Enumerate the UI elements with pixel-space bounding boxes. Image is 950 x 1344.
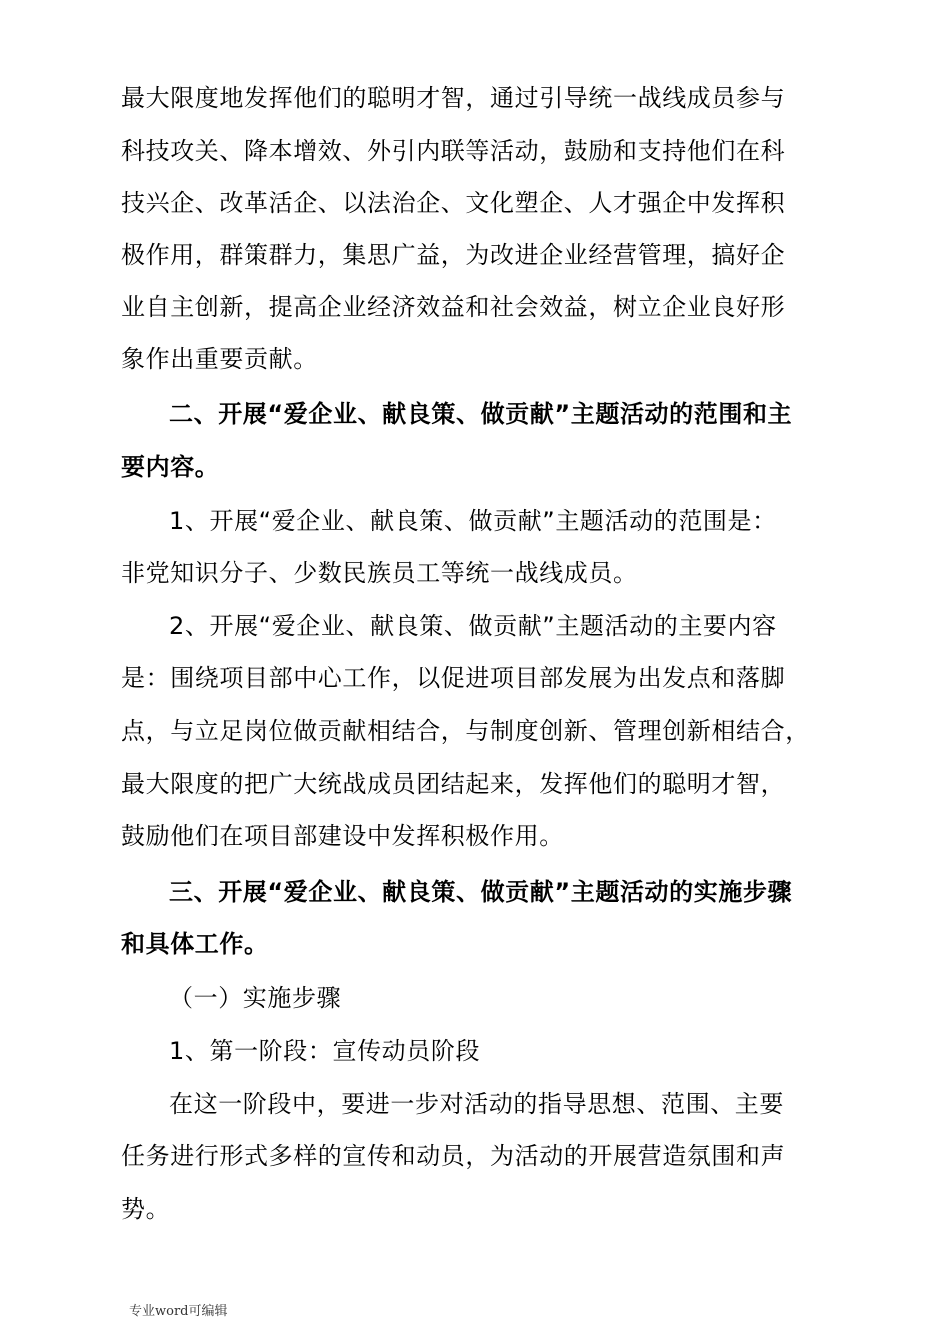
section-heading-3: 三、开展“爱企业、献良策、做贡献”主题活动的实施步骤	[169, 878, 793, 906]
section-heading-2: 二、开展“爱企业、献良策、做贡献”主题活动的范围和主	[169, 400, 793, 428]
body-text-line: 科技攻关、降本增效、外引内联等活动，鼓励和支持他们在科	[121, 137, 786, 165]
item-1-line: 非党知识分子、少数民族员工等统一战线成员。	[121, 559, 638, 587]
body-text-line: 技兴企、改革活企、以法治企、文化塑企、人才强企中发挥积	[121, 189, 786, 217]
stage-1-line: 势。	[121, 1195, 171, 1223]
section-heading-3-cont: 和具体工作。	[121, 930, 269, 958]
body-text-line: 象作出重要贡献。	[121, 345, 318, 373]
item-2-line: 点，与立足岗位做贡献相结合，与制度创新、管理创新相结合，	[121, 717, 810, 745]
item-1-line: 1、开展“爱企业、献良策、做贡献”主题活动的范围是：	[169, 507, 777, 535]
stage-1-heading: 1、第一阶段：宣传动员阶段	[169, 1037, 481, 1065]
body-text-line: 业自主创新，提高企业经济效益和社会效益，树立企业良好形	[121, 293, 786, 321]
item-2-line: 最大限度的把广大统战成员团结起来，发挥他们的聪明才智，	[121, 770, 786, 798]
item-2-line: 是：围绕项目部中心工作，以促进项目部发展为出发点和落脚	[121, 664, 786, 692]
section-heading-2-cont: 要内容。	[121, 453, 220, 481]
item-2-line: 鼓励他们在项目部建设中发挥积极作用。	[121, 822, 564, 850]
stage-1-line: 在这一阶段中，要进一步对活动的指导思想、范围、主要	[169, 1090, 784, 1118]
body-text-line: 最大限度地发挥他们的聪明才智，通过引导统一战线成员参与	[121, 84, 786, 112]
footer-note: 专业word可编辑	[129, 1304, 228, 1319]
stage-1-line: 任务进行形式多样的宣传和动员，为活动的开展营造氛围和声	[121, 1142, 786, 1170]
item-2-line: 2、开展“爱企业、献良策、做贡献”主题活动的主要内容	[169, 612, 777, 640]
body-text-line: 极作用，群策群力，集思广益，为改进企业经营管理，搞好企	[121, 241, 786, 269]
subheading-steps: （一）实施步骤	[169, 984, 342, 1012]
